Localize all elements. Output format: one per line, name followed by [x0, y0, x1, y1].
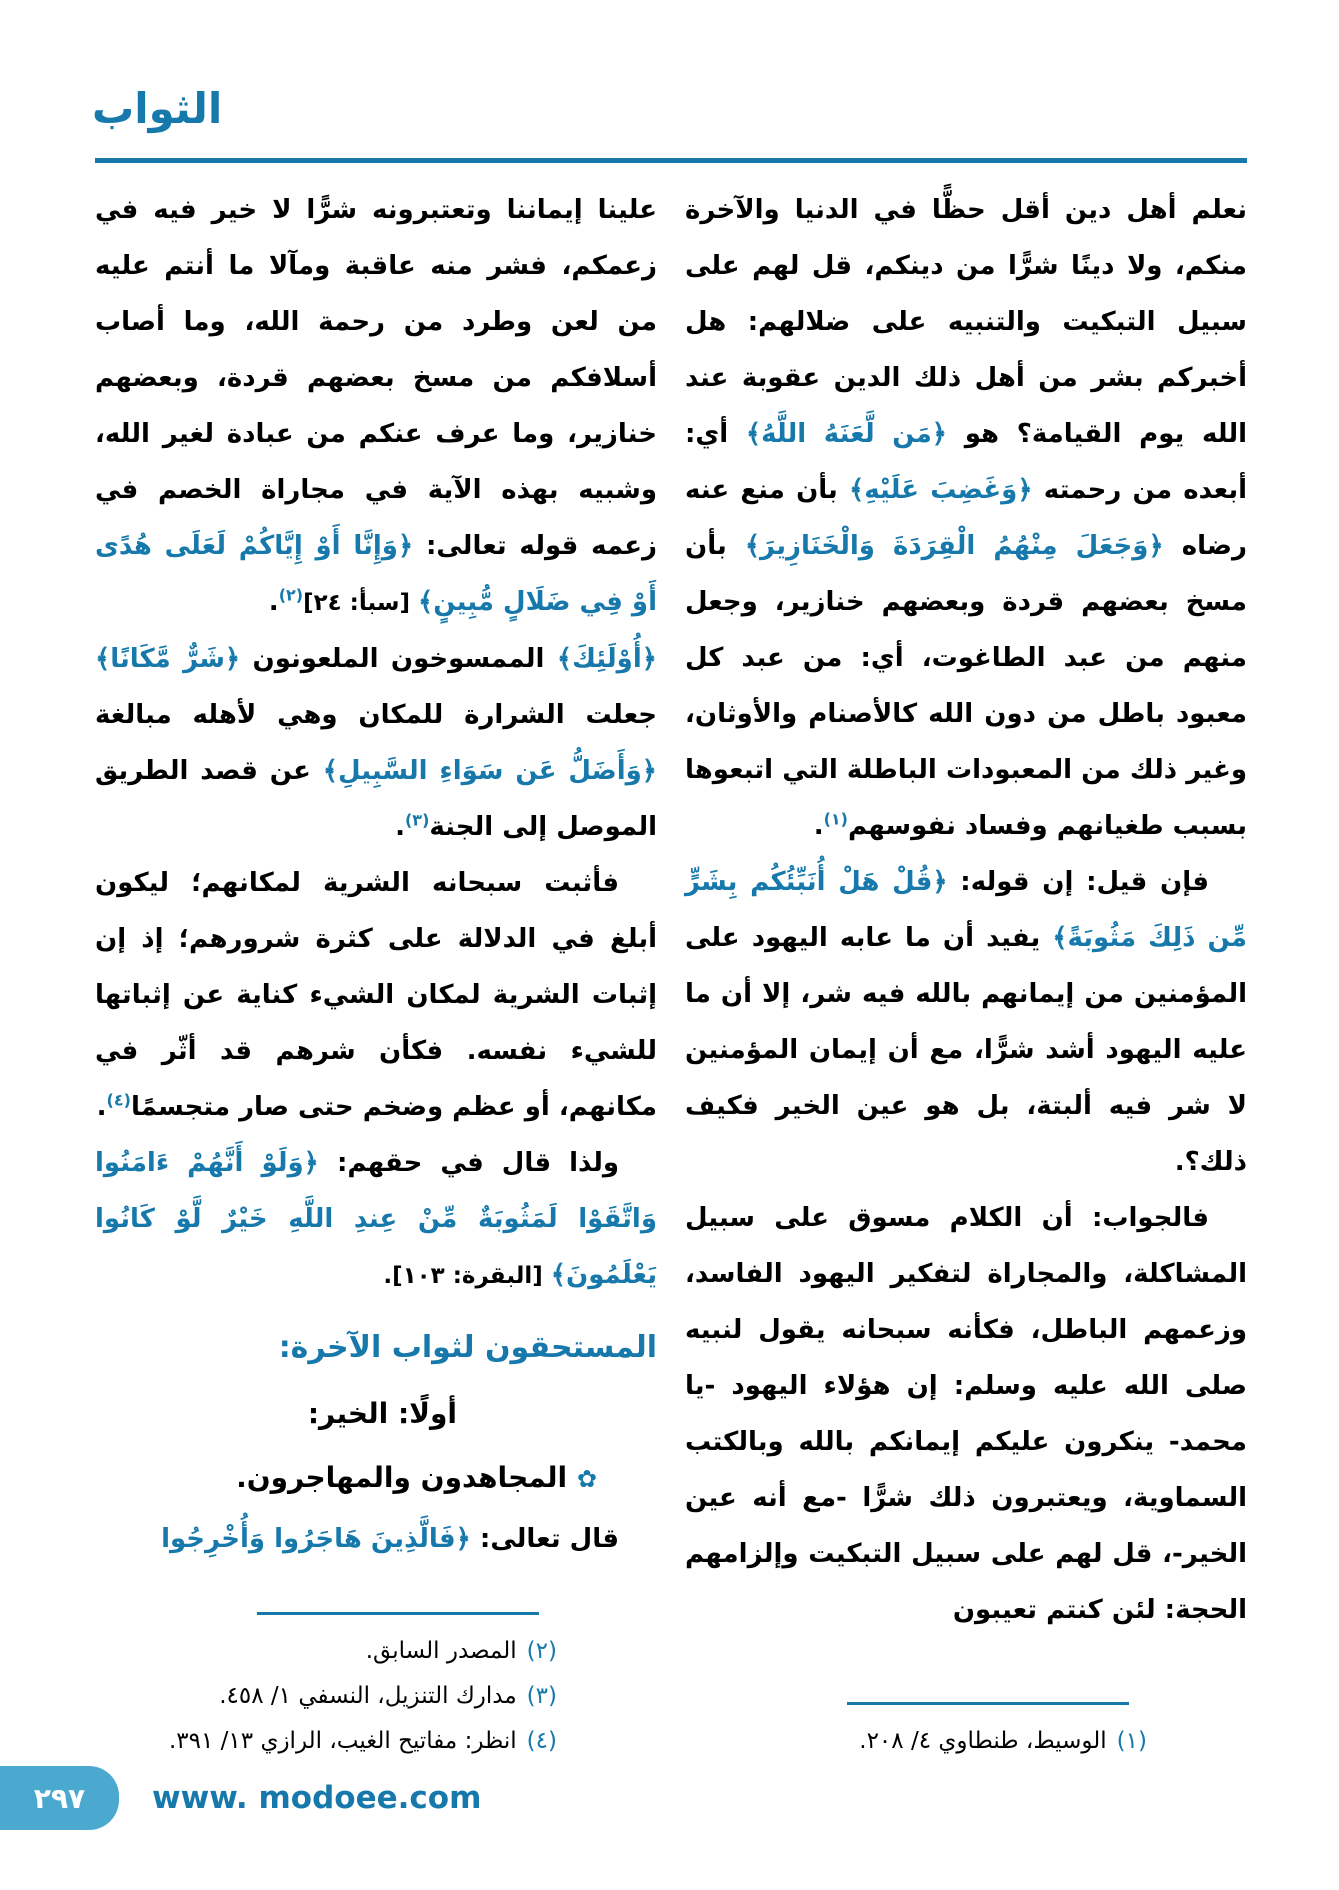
paragraph [95, 1135, 657, 1304]
body-text: ولذا قال في حقهم: [318, 1148, 620, 1178]
footnote-marker: (٤) [106, 1090, 131, 1110]
page-header-title: الثواب [92, 84, 223, 133]
footnote-separator [847, 1702, 1129, 1705]
footnote-marker: (٢) [526, 1638, 557, 1664]
body-text: . [268, 587, 279, 617]
footnote-marker: (٢) [278, 585, 304, 605]
footnote-marker: (١) [823, 809, 848, 829]
page-number-badge [0, 1766, 119, 1830]
footnote-item [95, 1674, 557, 1719]
page-number: ٢٩٧ [33, 1781, 86, 1815]
body-text: الممسوخون الملعونون [240, 644, 557, 674]
footnote-text: الوسيط، طنطاوي ٤/ ٢٠٨. [859, 1728, 1107, 1754]
body-text: يفيد أن ما عابه اليهود على المؤمنين من إيمانهم بالله فيه شر، إلا أن ما عليه اليهود أشد شرًّا، مع أن إيمان المؤمنين لا شر فيه ألبتة، بل هو عين الخير فكيف ذلك؟. [685, 923, 1247, 1177]
column-left [95, 182, 657, 1764]
quran-verse: ﴿مَن لَّعَنَهُ اللَّهُ﴾ [745, 419, 948, 449]
website-url: www. modoee.com [152, 1780, 482, 1816]
quran-verse: ﴿وَإِنَّا أَوْ إِيَّاكُمْ لَعَلَى هُدًى أَوْ فِي ضَلَالٍ مُّبِينٍ﴾ [95, 531, 657, 617]
paragraph [685, 1190, 1247, 1638]
footnote-text: المصدر السابق. [365, 1638, 517, 1664]
header-rule [95, 158, 1247, 163]
body-text: علينا إيماننا وتعتبرونه شرًّا لا خير فيه في زعمكم، فشر منه عاقبة ومآلا ما أنتم عليه من لعن وطرد من رحمة الله، وما أصاب أسلافكم من مسخ بعضهم قردة، وبعضهم خنازير، وما عرف عنكم من عبادة لغير الله، وشبيه بهذه الآية في مجاراة الخصم في زعمه قوله تعالى: [95, 195, 657, 561]
section-heading: المستحقون لثواب الآخرة: [278, 1330, 657, 1365]
body-text: . [96, 1092, 107, 1122]
footnote-list-right [685, 1719, 1247, 1764]
quran-verse: ﴿أُوْلَئِكَ﴾ [556, 644, 657, 674]
footnotes-right [685, 1702, 1247, 1764]
paragraph [685, 854, 1247, 1190]
paragraph [95, 182, 657, 631]
footnote-item [685, 1719, 1147, 1764]
paragraph [685, 182, 1247, 854]
footnote-item [95, 1719, 557, 1764]
quran-verse: ﴿شَرٌّ مَّكَانًا﴾ [95, 644, 241, 674]
quran-verse: ﴿وَغَضِبَ عَلَيْهِ﴾ [849, 475, 1033, 505]
flower-bullet-icon: ✿ [576, 1465, 597, 1493]
quran-verse: ﴿وَلَوْ أَنَّهُمْ ءَامَنُوا وَاتَّقَوْا لَمَثُوبَةٌ مِّنْ عِندِ اللَّهِ خَيْرٌ لَّوْ كَانُوا يَعْلَمُونَ﴾ [95, 1148, 657, 1290]
footnote-marker: (٣) [526, 1683, 557, 1709]
body-text: فإن قيل: إن قوله: [947, 867, 1209, 897]
paragraph [95, 631, 657, 855]
body-text: . [813, 811, 824, 841]
body-text: نعلم أهل دين أقل حظًّا في الدنيا والآخرة منكم، ولا دينًا شرًّا من دينكم، قل لهم على سبيل التبكيت والتنبيه على ضلالهم: هل أخبركم بشر من أهل ذلك الدين عقوبة عند الله يوم القيامة؟ هو [685, 195, 1247, 449]
sub-heading: أولًا: الخير: [307, 1397, 457, 1430]
quran-verse: ﴿وَأَضَلُّ عَن سَوَاءِ السَّبِيلِ﴾ [322, 756, 657, 786]
footnote-marker: (٣) [404, 810, 430, 830]
body-text: بأن منع عنه رضاه [685, 475, 1247, 561]
body-text: أي: أبعده من رحمته [685, 419, 1247, 505]
body-text: فالجواب: أن الكلام مسوق على سبيل المشاكلة، والمجاراة لتفكير اليهود الفاسد، وزعمهم الباطل، فكأنه سبحانه يقول لنبيه صلى الله عليه وسلم: إن هؤلاء اليهود -يا محمد- ينكرون عليكم إيمانكم بالله وبالكتب السماوية، ويعتبرون ذلك شرًّا -مع أنه عين الخير-، قل لهم على سبيل التبكيت وإلزامهم الحجة: لئن كنتم تعيبون [685, 1203, 1247, 1625]
footnotes-left [95, 1612, 657, 1764]
quran-verse: ﴿فَالَّذِينَ هَاجَرُوا وَأُخْرِجُوا [161, 1524, 471, 1554]
body-text: جعلت الشرارة للمكان وهي لأهله مبالغة [95, 700, 657, 730]
column-right [685, 182, 1247, 1764]
footnote-item [95, 1629, 557, 1674]
footnote-marker: (١) [1116, 1728, 1147, 1754]
footnote-separator [257, 1612, 539, 1615]
verse-reference: [البقرة: ١٠٣]. [383, 1263, 551, 1289]
body-text: قال تعالى: [470, 1524, 619, 1554]
quran-verse: ﴿وَجَعَلَ مِنْهُمُ الْقِرَدَةَ وَالْخَنَازِيرَ﴾ [744, 531, 1164, 561]
bullet-item [95, 1450, 597, 1507]
footnote-list-left [95, 1629, 657, 1764]
footnote-text: مدارك التنزيل، النسفي ١/ ٤٥٨. [219, 1683, 517, 1709]
column-right-body [685, 182, 1247, 1638]
quran-verse: ﴿قُلْ هَلْ أُنَبِّئُكُم بِشَرٍّ مِّن ذَلِكَ مَثُوبَةً﴾ [685, 867, 1247, 953]
verse-reference: [سبأ: ٢٤] [303, 590, 419, 616]
body-text: . [395, 812, 405, 842]
footnote-marker: (٤) [526, 1728, 557, 1754]
paragraph [95, 1511, 657, 1567]
footnote-text: انظر: مفاتيح الغيب، الرازي ١٣/ ٣٩١. [168, 1728, 517, 1754]
body-text: بأن مسخ بعضهم قردة وبعضهم خنازير، وجعل منهم من عبد الطاغوت، أي: من عبد كل معبود باطل من دون الله كالأصنام والأوثان، وغير ذلك من المعبودات الباطلة التي اتبعوها بسبب طغيانهم وفساد نفوسهم [685, 531, 1247, 841]
body-text: عن قصد الطريق الموصل إلى الجنة [95, 756, 657, 842]
body-text: فأثبت سبحانه الشرية لمكانهم؛ ليكون أبلغ في الدلالة على كثرة شرورهم؛ إذ إن إثبات الشرية لمكان الشيء كناية عن إثباتها للشيء نفسه. فكأن شرهم قد أثّر في مكانهم، أو عظم وضخم حتى صار متجسمًا [95, 868, 657, 1122]
text-columns [95, 182, 1247, 1764]
column-left-body [95, 182, 657, 1567]
paragraph [95, 855, 657, 1135]
bullet-label: المجاهدون والمهاجرون. [236, 1461, 577, 1494]
